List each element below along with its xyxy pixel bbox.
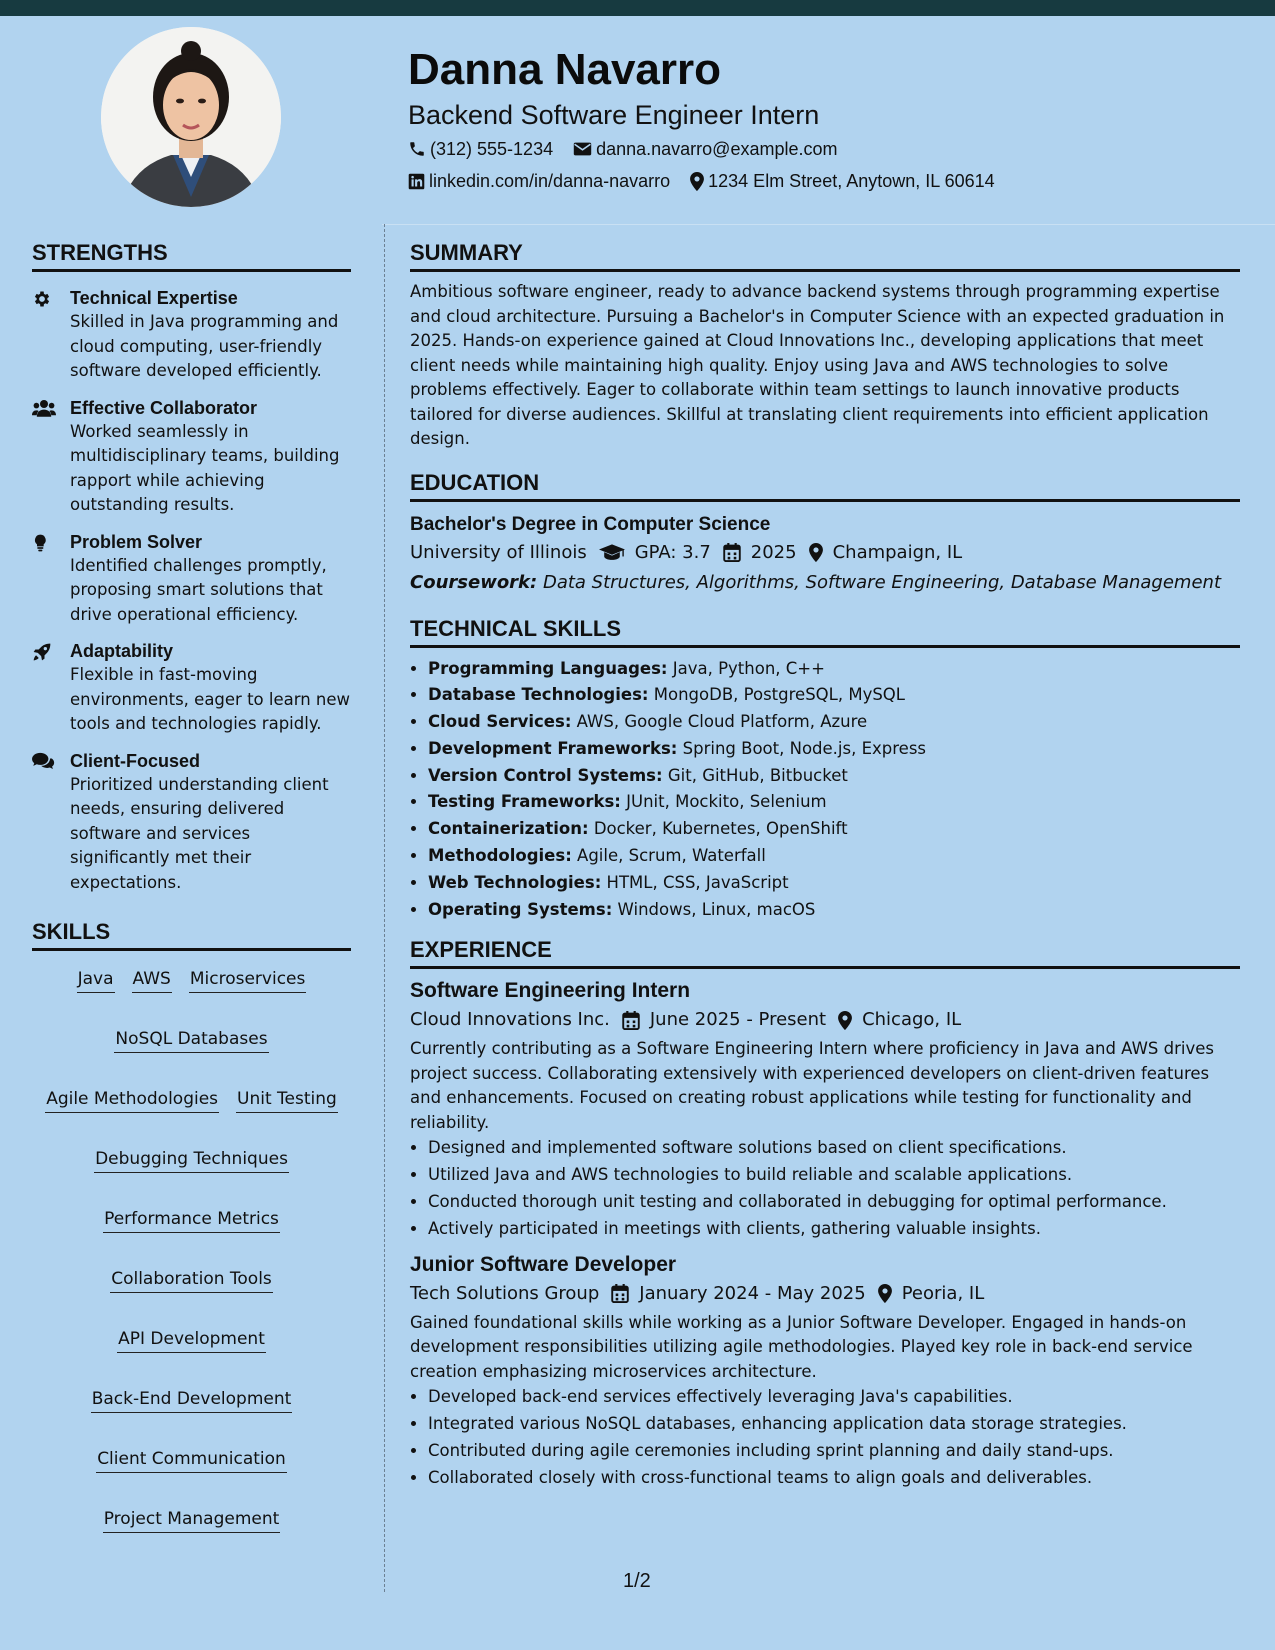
skill-tag: Java: [77, 967, 115, 993]
list-item: • Contributed during agile ceremonies including sprint planning and daily stand-ups.: [428, 1438, 1240, 1465]
strength-item: [32, 749, 351, 896]
email-text[interactable]: danna.navarro@example.com: [596, 138, 838, 159]
tech-skill-value: JUnit, Mockito, Selenium: [626, 792, 827, 812]
graduation-cap-icon: [599, 544, 625, 562]
map-marker-icon: [809, 543, 823, 562]
list-item: [428, 709, 1240, 736]
candidate-role: Backend Software Engineer Intern: [408, 100, 820, 130]
list-item: [428, 682, 1240, 709]
contact-row-1: [408, 136, 1248, 162]
tech-skill-label: Version Control Systems:: [428, 765, 663, 785]
tech-skill-value: AWS, Google Cloud Platform, Azure: [576, 712, 868, 732]
gear-icon: [32, 289, 52, 309]
job-title: Junior Software Developer: [410, 1252, 677, 1276]
map-marker-icon: [690, 172, 704, 191]
list-item: • Integrated various NoSQL databases, enhancing application data storage strategies.: [428, 1411, 1240, 1438]
job-bullets: [410, 1135, 1240, 1242]
skills-list: [32, 967, 351, 1533]
job-entry: [410, 977, 1240, 1242]
coursework: [410, 568, 1240, 598]
list-item: [428, 843, 1240, 870]
coursework-label: Coursework:: [410, 571, 538, 593]
tech-skill-label: Operating Systems:: [428, 899, 613, 919]
tech-skill-value: Git, GitHub, Bitbucket: [667, 765, 848, 785]
strength-item: [32, 396, 351, 518]
header-rule: [382, 224, 1275, 225]
phone-icon: [408, 140, 426, 158]
strengths-title: STRENGTHS: [32, 240, 351, 272]
list-item: [428, 656, 1240, 683]
job-entry: [410, 1251, 1240, 1492]
graduation-year: 2025: [750, 541, 797, 563]
tech-skill-value: HTML, CSS, JavaScript: [606, 872, 789, 892]
list-item: [428, 763, 1240, 790]
list-item: [428, 736, 1240, 763]
skill-tag: AWS: [132, 967, 172, 993]
technical-skills-list: [410, 656, 1240, 924]
profile-photo: [101, 27, 281, 207]
summary-title: SUMMARY: [410, 240, 1240, 272]
skill-tag: Project Management: [103, 1507, 281, 1533]
linkedin-text[interactable]: linkedin.com/in/danna-navarro: [429, 170, 671, 191]
comments-icon: [32, 752, 55, 770]
strength-desc: Prioritized understanding client needs, ensuring delivered software and services significantly met their expectations.: [70, 774, 329, 892]
skill-tag: NoSQL Databases: [114, 1027, 268, 1053]
strength-title: Technical Expertise: [70, 288, 238, 308]
list-item: [428, 816, 1240, 843]
envelope-icon: [573, 141, 592, 157]
tech-skill-label: Development Frameworks:: [428, 738, 678, 758]
tech-skill-value: Windows, Linux, macOS: [617, 899, 816, 919]
strength-title: Problem Solver: [70, 531, 203, 552]
strength-desc: Flexible in fast-moving environments, eager to learn new tools and technologies rapidly.: [70, 665, 351, 733]
strength-desc: Worked seamlessly in multidisciplinary teams, building rapport while achieving outstanding results.: [70, 421, 340, 514]
strength-item: [32, 530, 351, 628]
education-title: EDUCATION: [410, 470, 1240, 502]
contact-linkedin[interactable]: [408, 171, 670, 192]
strength-item: [32, 286, 351, 384]
phone-text: (312) 555-1234: [430, 138, 554, 159]
list-item: • Collaborated closely with cross-functional teams to align goals and deliverables.: [428, 1465, 1240, 1492]
list-item: • Actively participated in meetings with clients, gathering valuable insights.: [428, 1216, 1240, 1243]
education-meta: [410, 538, 1240, 568]
list-item: • Designed and implemented software solutions based on client specifications.: [428, 1135, 1240, 1162]
company-name: Tech Solutions Group: [410, 1282, 600, 1304]
tech-skill-value: Java, Python, C++: [672, 658, 825, 678]
skills-title: SKILLS: [32, 919, 351, 951]
right-column: [410, 240, 1240, 1491]
skill-tag: Collaboration Tools: [110, 1267, 273, 1293]
contact-phone: [408, 139, 553, 160]
list-item: [428, 897, 1240, 924]
page-number: 1/2: [623, 1570, 651, 1592]
top-bar: [0, 0, 1275, 16]
job-dates: January 2024 - May 2025: [639, 1282, 866, 1304]
linkedin-icon: [408, 173, 425, 190]
job-meta: [410, 1279, 1240, 1309]
map-marker-icon: [878, 1284, 892, 1303]
job-title: Software Engineering Intern: [410, 979, 691, 1003]
summary-text: Ambitious software engineer, ready to advance backend systems through programming expertise and cloud architecture. Pursuing a Bachelor's in Computer Science with an expected graduation in 2025. Hands-on experience gained at Cloud Innovations Inc., developing applications that meet client needs while maintaining high quality. Enjoy using Java and AWS technologies to solve problems effectively. Eager to collaborate within team settings to launch innovative products tailored for diverse audiences. Skillful at translating client requirements into efficient application design.: [410, 282, 1225, 448]
tech-skill-value: MongoDB, PostgreSQL, MySQL: [653, 685, 905, 705]
tech-skill-value: Docker, Kubernetes, OpenShift: [593, 819, 848, 839]
tech-skill-value: Agile, Scrum, Waterfall: [577, 846, 766, 866]
school-name: University of Illinois: [410, 541, 587, 563]
tech-skill-value: Spring Boot, Node.js, Express: [682, 738, 927, 758]
tech-skill-label: Web Technologies:: [428, 872, 602, 892]
resume-header: [408, 40, 1248, 194]
job-meta: [410, 1005, 1240, 1035]
job-description: Currently contributing as a Software Engineering Intern where proficiency in Java and AWS drives project success. Collaborating extensively with experienced developers on client-driven features and enhancements. Focused on creating robust applications while testing for functionality and reliability.: [410, 1039, 1214, 1132]
contact-row-2: [408, 168, 1248, 194]
gpa: GPA: 3.7: [634, 541, 711, 563]
strength-title: Adaptability: [70, 641, 174, 661]
technical-skills-title: TECHNICAL SKILLS: [410, 616, 1240, 648]
strength-title: Client-Focused: [70, 750, 201, 771]
column-divider: [384, 224, 385, 1592]
calendar-icon: [611, 1284, 629, 1303]
tech-skill-label: Testing Frameworks:: [428, 792, 621, 812]
candidate-name: Danna Navarro: [408, 45, 722, 94]
tech-skill-label: Methodologies:: [428, 846, 572, 866]
contact-address: [690, 171, 995, 192]
skill-tag: Performance Metrics: [103, 1207, 280, 1233]
left-column: [32, 240, 351, 1533]
job-location: Peoria, IL: [901, 1282, 985, 1304]
strength-desc: Identified challenges promptly, proposing smart solutions that drive operational efficiency.: [70, 555, 327, 624]
tech-skill-label: Programming Languages:: [428, 658, 668, 678]
job-bullets: [410, 1384, 1240, 1491]
list-item: [428, 789, 1240, 816]
map-marker-icon: [838, 1011, 852, 1030]
tech-skill-label: Containerization:: [428, 819, 589, 839]
experience-title: EXPERIENCE: [410, 937, 1240, 969]
list-item: • Utilized Java and AWS technologies to build reliable and scalable applications.: [428, 1162, 1240, 1189]
calendar-icon: [622, 1011, 640, 1030]
skill-tag: Client Communication: [96, 1447, 287, 1473]
skill-tag: Back-End Development: [91, 1387, 293, 1413]
rocket-icon: [32, 642, 52, 662]
address-text: 1234 Elm Street, Anytown, IL 60614: [708, 170, 995, 191]
lightbulb-icon: [32, 533, 52, 553]
tech-skill-label: Database Technologies:: [428, 685, 649, 705]
strength-item: [32, 639, 351, 737]
contact-email[interactable]: [573, 139, 837, 160]
list-item: [428, 870, 1240, 897]
skill-tag: Microservices: [189, 967, 307, 993]
users-icon: [32, 399, 56, 417]
coursework-list: Data Structures, Algorithms, Software Engineering, Database Management: [542, 571, 1222, 593]
skill-tag: API Development: [117, 1327, 266, 1353]
skill-tag: Agile Methodologies: [45, 1087, 219, 1113]
list-item: • Conducted thorough unit testing and collaborated in debugging for optimal performance.: [428, 1189, 1240, 1216]
tech-skill-label: Cloud Services:: [428, 712, 572, 732]
calendar-icon: [723, 543, 741, 562]
company-name: Cloud Innovations Inc.: [410, 1009, 610, 1031]
job-dates: June 2025 - Present: [649, 1009, 827, 1031]
list-item: • Developed back-end services effectively leveraging Java's capabilities.: [428, 1384, 1240, 1411]
job-location: Chicago, IL: [862, 1009, 962, 1031]
school-location: Champaign, IL: [832, 541, 963, 563]
skill-tag: Debugging Techniques: [94, 1147, 289, 1173]
skill-tag: Unit Testing: [236, 1087, 338, 1113]
strength-title: Effective Collaborator: [70, 397, 258, 418]
degree-title: Bachelor's Degree in Computer Science: [410, 513, 771, 535]
strength-desc: Skilled in Java programming and cloud computing, user-friendly software developed efficiently.: [70, 312, 339, 380]
job-description: Gained foundational skills while working as a Junior Software Developer. Engaged in hands-on development responsibilities utilizing agile methodologies. Played key role in back-end service creation emphasizing microservices architecture.: [410, 1312, 1193, 1381]
